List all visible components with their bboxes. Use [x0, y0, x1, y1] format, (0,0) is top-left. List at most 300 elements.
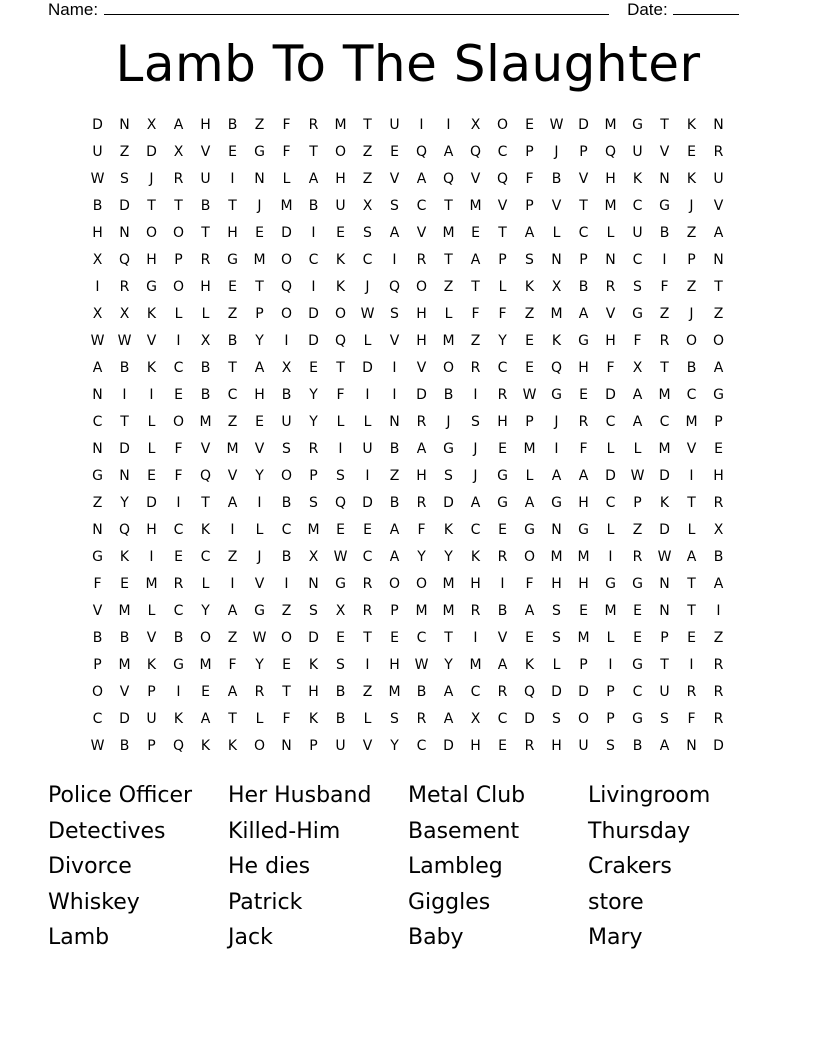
grid-letter[interactable]: P [147, 684, 156, 700]
grid-letter[interactable]: T [687, 495, 696, 511]
grid-letter[interactable]: D [713, 738, 724, 754]
grid-letter[interactable]: I [392, 360, 397, 376]
grid-letter[interactable]: V [497, 198, 508, 214]
grid-letter[interactable]: E [687, 630, 696, 646]
grid-letter[interactable]: C [416, 738, 427, 754]
grid-letter[interactable]: R [497, 387, 508, 403]
grid-letter[interactable]: N [92, 441, 103, 457]
grid-letter[interactable]: E [282, 657, 291, 673]
grid-letter[interactable]: C [308, 252, 319, 268]
grid-letter[interactable]: T [255, 279, 264, 295]
grid-letter[interactable]: D [443, 738, 454, 754]
grid-letter[interactable]: L [255, 522, 264, 538]
grid-letter[interactable]: L [336, 414, 345, 430]
grid-letter[interactable]: Y [444, 657, 453, 673]
grid-letter[interactable]: G [578, 522, 589, 538]
grid-letter[interactable]: V [389, 171, 400, 187]
grid-letter[interactable]: R [119, 279, 130, 295]
grid-letter[interactable]: H [497, 414, 508, 430]
grid-letter[interactable]: Z [659, 306, 670, 322]
grid-letter[interactable]: J [257, 198, 262, 214]
grid-letter[interactable]: H [227, 225, 238, 241]
grid-letter[interactable]: Y [417, 549, 426, 565]
grid-letter[interactable]: P [93, 657, 102, 673]
grid-letter[interactable]: D [659, 468, 670, 484]
grid-letter[interactable]: R [362, 603, 373, 619]
grid-letter[interactable]: T [687, 603, 696, 619]
grid-letter[interactable]: I [392, 387, 397, 403]
grid-letter[interactable]: G [92, 468, 103, 484]
grid-letter[interactable]: D [551, 684, 562, 700]
grid-letter[interactable]: A [200, 711, 211, 727]
grid-letter[interactable]: K [200, 738, 211, 754]
grid-letter[interactable]: C [470, 522, 481, 538]
grid-letter[interactable]: T [147, 198, 156, 214]
grid-letter[interactable]: K [470, 549, 481, 565]
grid-letter[interactable]: O [280, 252, 293, 268]
grid-letter[interactable]: F [282, 144, 291, 160]
grid-letter[interactable]: Y [309, 387, 318, 403]
grid-letter[interactable]: X [632, 360, 643, 376]
grid-letter[interactable]: W [252, 630, 267, 646]
grid-letter[interactable]: A [254, 360, 265, 376]
grid-letter[interactable]: Q [442, 171, 455, 187]
grid-letter[interactable]: Z [254, 117, 265, 133]
grid-letter[interactable]: Q [118, 252, 131, 268]
grid-letter[interactable]: C [416, 198, 427, 214]
grid-letter[interactable]: J [689, 198, 694, 214]
grid-letter[interactable]: Y [498, 333, 507, 349]
grid-letter[interactable]: F [660, 279, 669, 295]
grid-letter[interactable]: U [578, 738, 589, 754]
grid-letter[interactable]: A [389, 225, 400, 241]
grid-letter[interactable]: Z [119, 144, 130, 160]
grid-letter[interactable]: L [606, 630, 615, 646]
grid-letter[interactable]: T [444, 630, 453, 646]
grid-letter[interactable]: R [308, 117, 319, 133]
grid-letter[interactable]: E [498, 522, 507, 538]
grid-letter[interactable]: P [606, 684, 615, 700]
grid-letter[interactable]: R [470, 603, 481, 619]
grid-letter[interactable]: T [282, 684, 291, 700]
grid-letter[interactable]: V [362, 738, 373, 754]
grid-letter[interactable]: R [578, 414, 589, 430]
grid-letter[interactable]: A [389, 522, 400, 538]
grid-letter[interactable]: H [254, 387, 265, 403]
grid-letter[interactable]: D [524, 711, 535, 727]
grid-letter[interactable]: B [200, 360, 211, 376]
grid-letter[interactable]: H [551, 738, 562, 754]
grid-letter[interactable]: W [630, 468, 645, 484]
grid-letter[interactable]: M [199, 657, 212, 673]
grid-letter[interactable]: M [658, 387, 671, 403]
grid-letter[interactable]: N [605, 252, 616, 268]
grid-letter[interactable]: R [362, 576, 373, 592]
grid-letter[interactable]: N [389, 414, 400, 430]
grid-letter[interactable]: V [92, 603, 103, 619]
grid-letter[interactable]: C [605, 495, 616, 511]
grid-letter[interactable]: H [146, 252, 157, 268]
grid-letter[interactable]: T [444, 252, 453, 268]
grid-letter[interactable]: B [227, 117, 238, 133]
grid-letter[interactable]: L [552, 225, 561, 241]
grid-letter[interactable]: B [659, 225, 670, 241]
grid-letter[interactable]: C [173, 360, 184, 376]
grid-letter[interactable]: A [227, 684, 238, 700]
grid-letter[interactable]: M [145, 576, 158, 592]
grid-letter[interactable]: P [498, 252, 507, 268]
grid-letter[interactable]: D [659, 522, 670, 538]
grid-letter[interactable]: H [713, 468, 724, 484]
grid-letter[interactable]: T [228, 198, 237, 214]
grid-letter[interactable]: B [281, 495, 292, 511]
grid-letter[interactable]: A [227, 603, 238, 619]
grid-letter[interactable]: C [632, 252, 643, 268]
grid-letter[interactable]: C [605, 414, 616, 430]
grid-letter[interactable]: S [390, 198, 399, 214]
grid-letter[interactable]: A [470, 495, 481, 511]
grid-letter[interactable]: P [660, 630, 669, 646]
grid-letter[interactable]: I [689, 657, 694, 673]
grid-letter[interactable]: C [362, 549, 373, 565]
grid-letter[interactable]: J [365, 279, 370, 295]
grid-letter[interactable]: V [146, 333, 157, 349]
grid-letter[interactable]: I [365, 657, 370, 673]
grid-letter[interactable]: F [282, 711, 291, 727]
grid-letter[interactable]: P [525, 198, 534, 214]
grid-letter[interactable]: A [308, 171, 319, 187]
grid-letter[interactable]: C [659, 414, 670, 430]
grid-letter[interactable]: I [176, 495, 181, 511]
grid-letter[interactable]: A [659, 738, 670, 754]
grid-letter[interactable]: C [173, 603, 184, 619]
grid-letter[interactable]: K [335, 279, 346, 295]
grid-letter[interactable]: K [173, 711, 184, 727]
grid-letter[interactable]: H [470, 738, 481, 754]
grid-letter[interactable]: E [498, 738, 507, 754]
grid-letter[interactable]: Z [524, 306, 535, 322]
grid-letter[interactable]: M [604, 198, 617, 214]
grid-letter[interactable]: U [281, 414, 292, 430]
grid-letter[interactable]: A [227, 495, 238, 511]
grid-letter[interactable]: T [309, 144, 318, 160]
grid-letter[interactable]: B [713, 549, 724, 565]
grid-letter[interactable]: U [146, 711, 157, 727]
grid-letter[interactable]: O [91, 684, 104, 700]
grid-letter[interactable]: U [335, 198, 346, 214]
grid-letter[interactable]: L [606, 522, 615, 538]
grid-letter[interactable]: O [172, 279, 185, 295]
grid-letter[interactable]: S [282, 441, 291, 457]
grid-letter[interactable]: M [577, 549, 590, 565]
grid-letter[interactable]: O [496, 117, 509, 133]
grid-letter[interactable]: F [471, 306, 480, 322]
grid-letter[interactable]: J [149, 171, 154, 187]
grid-letter[interactable]: H [416, 468, 427, 484]
grid-letter[interactable]: A [713, 225, 724, 241]
grid-letter[interactable]: O [388, 576, 401, 592]
grid-letter[interactable]: S [552, 630, 561, 646]
grid-letter[interactable]: A [578, 306, 589, 322]
grid-letter[interactable]: Y [255, 657, 264, 673]
grid-letter[interactable]: G [632, 117, 643, 133]
grid-letter[interactable]: I [554, 441, 559, 457]
grid-letter[interactable]: L [525, 468, 534, 484]
grid-letter[interactable]: N [659, 603, 670, 619]
grid-letter[interactable]: G [497, 468, 508, 484]
grid-letter[interactable]: B [119, 360, 130, 376]
grid-letter[interactable]: L [174, 306, 183, 322]
grid-letter[interactable]: M [550, 306, 563, 322]
grid-letter[interactable]: A [497, 657, 508, 673]
grid-letter[interactable]: E [633, 630, 642, 646]
grid-letter[interactable]: Z [686, 279, 697, 295]
grid-letter[interactable]: O [334, 306, 347, 322]
grid-letter[interactable]: D [281, 225, 292, 241]
grid-letter[interactable]: F [606, 360, 615, 376]
grid-letter[interactable]: R [416, 495, 427, 511]
grid-letter[interactable]: P [714, 414, 723, 430]
grid-letter[interactable]: B [416, 684, 427, 700]
grid-letter[interactable]: O [199, 630, 212, 646]
grid-letter[interactable]: Z [281, 603, 292, 619]
grid-letter[interactable]: U [632, 225, 643, 241]
grid-letter[interactable]: H [200, 117, 211, 133]
grid-letter[interactable]: Q [496, 171, 509, 187]
grid-letter[interactable]: M [280, 198, 293, 214]
grid-letter[interactable]: A [416, 441, 427, 457]
grid-letter[interactable]: L [147, 441, 156, 457]
grid-letter[interactable]: V [416, 225, 427, 241]
grid-letter[interactable]: B [551, 171, 562, 187]
grid-letter[interactable]: X [470, 117, 481, 133]
grid-letter[interactable]: Z [227, 549, 238, 565]
grid-letter[interactable]: I [716, 603, 721, 619]
grid-letter[interactable]: Z [362, 144, 373, 160]
grid-letter[interactable]: P [579, 252, 588, 268]
grid-letter[interactable]: A [470, 252, 481, 268]
grid-letter[interactable]: G [524, 522, 535, 538]
grid-letter[interactable]: E [498, 441, 507, 457]
grid-letter[interactable]: J [473, 441, 478, 457]
grid-letter[interactable]: W [522, 387, 537, 403]
grid-letter[interactable]: O [280, 306, 293, 322]
grid-letter[interactable]: N [551, 522, 562, 538]
grid-letter[interactable]: U [713, 171, 724, 187]
grid-letter[interactable]: R [200, 252, 211, 268]
grid-letter[interactable]: C [281, 522, 292, 538]
grid-letter[interactable]: Q [388, 279, 401, 295]
grid-letter[interactable]: S [336, 468, 345, 484]
grid-letter[interactable]: K [146, 360, 157, 376]
grid-letter[interactable]: A [632, 414, 643, 430]
grid-letter[interactable]: L [255, 711, 264, 727]
grid-letter[interactable]: Z [632, 522, 643, 538]
grid-letter[interactable]: E [579, 387, 588, 403]
grid-letter[interactable]: P [390, 603, 399, 619]
grid-letter[interactable]: V [200, 144, 211, 160]
grid-letter[interactable]: I [365, 468, 370, 484]
grid-letter[interactable]: D [443, 495, 454, 511]
grid-letter[interactable]: I [95, 279, 100, 295]
grid-letter[interactable]: A [92, 360, 103, 376]
grid-letter[interactable]: N [686, 738, 697, 754]
grid-letter[interactable]: T [201, 225, 210, 241]
grid-letter[interactable]: M [658, 441, 671, 457]
grid-letter[interactable]: K [200, 522, 211, 538]
grid-letter[interactable]: V [119, 684, 130, 700]
grid-letter[interactable]: G [551, 387, 562, 403]
grid-letter[interactable]: U [335, 738, 346, 754]
grid-letter[interactable]: F [525, 576, 534, 592]
grid-letter[interactable]: K [308, 657, 319, 673]
grid-letter[interactable]: X [146, 117, 157, 133]
grid-letter[interactable]: K [146, 657, 157, 673]
grid-letter[interactable]: B [578, 279, 589, 295]
grid-letter[interactable]: X [713, 522, 724, 538]
grid-letter[interactable]: M [334, 117, 347, 133]
grid-letter[interactable]: L [201, 576, 210, 592]
grid-letter[interactable]: Z [443, 279, 454, 295]
grid-letter[interactable]: D [578, 117, 589, 133]
grid-letter[interactable]: Q [334, 333, 347, 349]
grid-letter[interactable]: F [282, 117, 291, 133]
grid-letter[interactable]: D [119, 198, 130, 214]
grid-letter[interactable]: P [525, 144, 534, 160]
grid-letter[interactable]: E [120, 576, 129, 592]
grid-letter[interactable]: V [605, 306, 616, 322]
grid-letter[interactable]: A [524, 495, 535, 511]
grid-letter[interactable]: X [173, 144, 184, 160]
grid-letter[interactable]: O [172, 414, 185, 430]
grid-letter[interactable]: T [363, 630, 372, 646]
grid-letter[interactable]: B [200, 387, 211, 403]
grid-letter[interactable]: E [147, 468, 156, 484]
grid-letter[interactable]: H [578, 360, 589, 376]
grid-letter[interactable]: Y [444, 549, 453, 565]
grid-letter[interactable]: G [146, 279, 157, 295]
grid-letter[interactable]: T [579, 198, 588, 214]
grid-letter[interactable]: K [524, 279, 535, 295]
grid-letter[interactable]: V [686, 441, 697, 457]
grid-letter[interactable]: I [176, 684, 181, 700]
grid-letter[interactable]: P [309, 738, 318, 754]
grid-letter[interactable]: E [525, 630, 534, 646]
grid-letter[interactable]: S [471, 414, 480, 430]
grid-letter[interactable]: G [605, 576, 616, 592]
grid-letter[interactable]: V [254, 441, 265, 457]
grid-letter[interactable]: I [257, 495, 262, 511]
grid-letter[interactable]: D [416, 387, 427, 403]
grid-letter[interactable]: S [309, 495, 318, 511]
grid-letter[interactable]: Q [604, 144, 617, 160]
grid-letter[interactable]: V [470, 171, 481, 187]
grid-letter[interactable]: L [147, 414, 156, 430]
grid-letter[interactable]: H [416, 306, 427, 322]
grid-letter[interactable]: D [119, 711, 130, 727]
grid-letter[interactable]: Q [199, 468, 212, 484]
grid-letter[interactable]: G [578, 333, 589, 349]
grid-letter[interactable]: Z [92, 495, 103, 511]
grid-letter[interactable]: V [389, 333, 400, 349]
grid-letter[interactable]: S [552, 603, 561, 619]
grid-letter[interactable]: O [145, 225, 158, 241]
grid-letter[interactable]: X [362, 198, 373, 214]
grid-letter[interactable]: G [173, 657, 184, 673]
grid-letter[interactable]: G [551, 495, 562, 511]
grid-letter[interactable]: T [471, 279, 480, 295]
grid-letter[interactable]: L [201, 306, 210, 322]
grid-letter[interactable]: I [122, 387, 127, 403]
grid-letter[interactable]: O [523, 549, 536, 565]
grid-letter[interactable]: F [336, 387, 345, 403]
grid-letter[interactable]: E [336, 225, 345, 241]
grid-letter[interactable]: S [660, 711, 669, 727]
grid-letter[interactable]: M [604, 117, 617, 133]
grid-letter[interactable]: L [498, 279, 507, 295]
grid-letter[interactable]: O [712, 333, 725, 349]
grid-letter[interactable]: S [120, 171, 129, 187]
grid-letter[interactable]: X [308, 549, 319, 565]
grid-letter[interactable]: C [416, 630, 427, 646]
grid-letter[interactable]: O [253, 738, 266, 754]
grid-letter[interactable]: E [174, 387, 183, 403]
grid-letter[interactable]: T [714, 279, 723, 295]
grid-letter[interactable]: N [713, 252, 724, 268]
grid-letter[interactable]: D [578, 684, 589, 700]
grid-letter[interactable]: E [336, 522, 345, 538]
grid-letter[interactable]: A [713, 576, 724, 592]
grid-letter[interactable]: D [308, 333, 319, 349]
grid-letter[interactable]: W [90, 171, 105, 187]
grid-letter[interactable]: R [173, 576, 184, 592]
grid-letter[interactable]: Z [389, 468, 400, 484]
grid-letter[interactable]: D [308, 630, 319, 646]
grid-letter[interactable]: B [443, 387, 454, 403]
grid-letter[interactable]: I [284, 333, 289, 349]
grid-letter[interactable]: V [551, 198, 562, 214]
grid-letter[interactable]: L [633, 441, 642, 457]
grid-letter[interactable]: T [228, 360, 237, 376]
grid-letter[interactable]: M [388, 684, 401, 700]
grid-letter[interactable]: L [687, 522, 696, 538]
grid-letter[interactable]: W [90, 333, 105, 349]
grid-letter[interactable]: E [363, 522, 372, 538]
grid-letter[interactable]: F [174, 468, 183, 484]
grid-letter[interactable]: U [200, 171, 211, 187]
grid-letter[interactable]: M [307, 522, 320, 538]
grid-letter[interactable]: R [497, 684, 508, 700]
grid-letter[interactable]: C [497, 711, 508, 727]
grid-letter[interactable]: P [687, 252, 696, 268]
grid-letter[interactable]: D [362, 495, 373, 511]
grid-letter[interactable]: T [336, 360, 345, 376]
grid-letter[interactable]: N [659, 576, 670, 592]
grid-letter[interactable]: T [660, 360, 669, 376]
grid-letter[interactable]: Y [120, 495, 129, 511]
grid-letter[interactable]: H [389, 657, 400, 673]
grid-letter[interactable]: M [415, 603, 428, 619]
grid-letter[interactable]: I [230, 576, 235, 592]
grid-letter[interactable]: W [90, 738, 105, 754]
grid-letter[interactable]: L [363, 711, 372, 727]
grid-letter[interactable]: S [552, 711, 561, 727]
grid-letter[interactable]: X [200, 333, 211, 349]
grid-letter[interactable]: K [686, 171, 697, 187]
grid-letter[interactable]: K [146, 306, 157, 322]
grid-letter[interactable]: I [446, 117, 451, 133]
grid-letter[interactable]: M [253, 252, 266, 268]
